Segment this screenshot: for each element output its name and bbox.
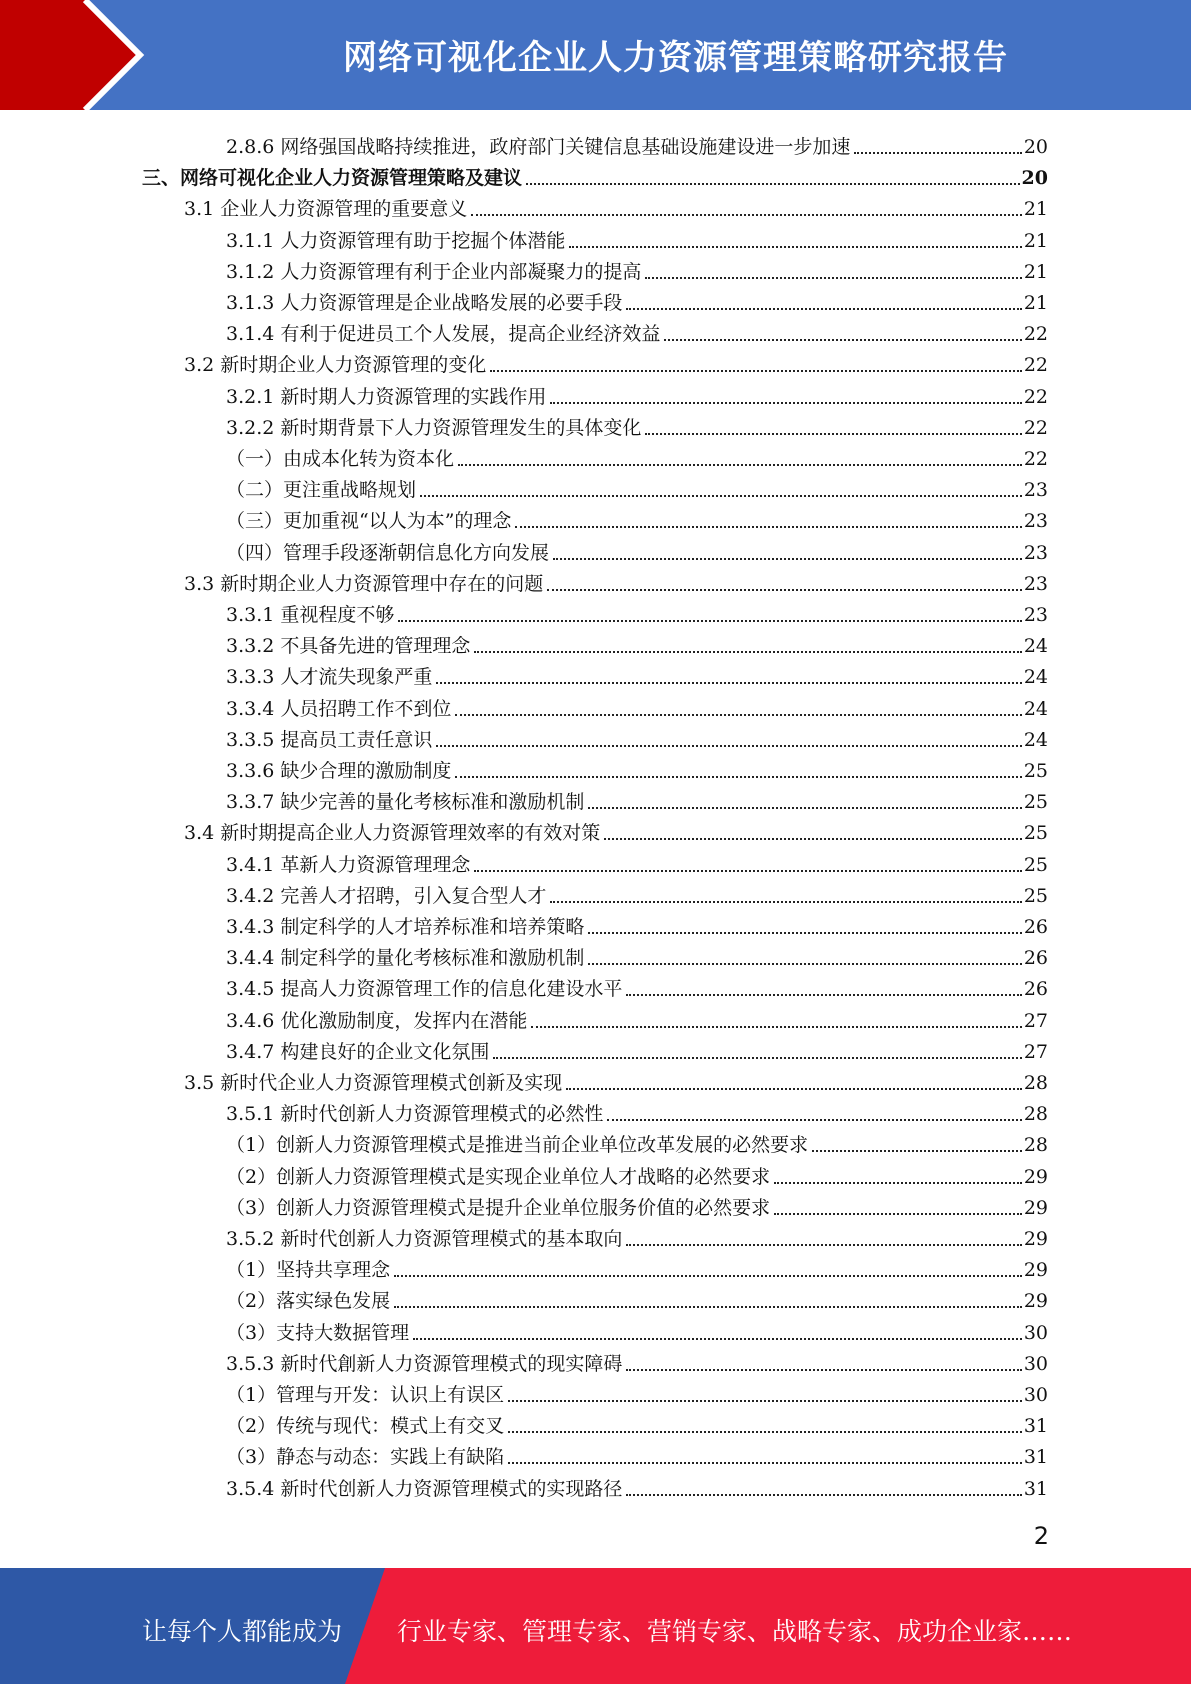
- footer-slogan-left: 让每个人都能成为: [142, 1617, 343, 1646]
- toc-entry-page: 29: [1023, 1259, 1048, 1282]
- toc-entry[interactable]: [226, 1407, 1048, 1438]
- toc-entry-label: 3.3.5 提高员工责任意识: [226, 728, 433, 751]
- toc-entry[interactable]: [226, 1158, 1048, 1189]
- toc-dot-leader: [626, 307, 1021, 310]
- toc-dot-leader: [550, 900, 1021, 903]
- toc-entry[interactable]: [226, 658, 1048, 689]
- toc-entry-label: 3.5.4 新时代创新人力资源管理模式的实现路径: [226, 1477, 623, 1500]
- toc-dot-leader: [474, 650, 1021, 653]
- toc-dot-leader: [854, 151, 1021, 154]
- toc-entry-label: 3.1.1 人力资源管理有助于挖掘个体潜能: [226, 229, 566, 252]
- toc-dot-leader: [436, 681, 1021, 684]
- toc-entry[interactable]: [226, 1251, 1048, 1282]
- toc-entry[interactable]: [226, 471, 1048, 502]
- toc-dot-leader: [531, 1025, 1021, 1028]
- toc-entry[interactable]: [226, 721, 1048, 752]
- toc-entry-page: 23: [1023, 541, 1048, 564]
- toc-entry-page: 27: [1023, 1009, 1048, 1032]
- toc-dot-leader: [455, 713, 1021, 716]
- toc-dot-leader: [626, 1493, 1021, 1496]
- toc-dot-leader: [550, 401, 1021, 404]
- toc-entry[interactable]: [226, 534, 1048, 565]
- toc-dot-leader: [508, 1461, 1022, 1464]
- toc-entry-label: 2.8.6 网络强国战略持续推进，政府部门关键信息基础设施建设进一步加速: [226, 136, 851, 158]
- toc-entry[interactable]: [226, 970, 1048, 1001]
- toc-entry-page: 20: [1021, 167, 1048, 190]
- toc-entry[interactable]: [226, 409, 1048, 440]
- toc-entry-page: 25: [1023, 853, 1048, 876]
- report-title: 网络可视化企业人力资源管理策略研究报告: [343, 38, 1008, 78]
- toc-dot-leader: [474, 869, 1021, 872]
- toc-entry-page: 23: [1023, 572, 1048, 595]
- toc-entry-label: 3.4.4 制定科学的量化考核标准和激励机制: [226, 947, 585, 970]
- toc-entry-page: 25: [1023, 791, 1048, 814]
- toc-entry-label: 3.2.2 新时期背景下人力资源管理发生的具体变化: [226, 416, 642, 439]
- toc-entry-page: 27: [1023, 1040, 1048, 1063]
- toc-entry[interactable]: [226, 627, 1048, 658]
- toc-entry-page: 25: [1023, 822, 1048, 845]
- toc-entry-page: 24: [1023, 697, 1048, 720]
- toc-entry-label: 3.4.7 构建良好的企业文化氛围: [226, 1040, 490, 1063]
- toc-entry[interactable]: [226, 783, 1048, 814]
- toc-entry-page: 31: [1023, 1477, 1048, 1500]
- toc-dot-leader: [588, 931, 1021, 934]
- toc-entry[interactable]: [226, 128, 1048, 159]
- toc-entry-label: （一）由成本化转为资本化: [226, 448, 455, 470]
- toc-entry-label: 3.4.6 优化激励制度，发挥内在潜能: [226, 1009, 528, 1032]
- toc-entry-page: 28: [1023, 1103, 1048, 1126]
- toc-entry[interactable]: [184, 814, 1048, 845]
- toc-entry-label: 三、网络可视化企业人力资源管理策略及建议: [142, 167, 523, 190]
- toc-entry-label: （2）创新人力资源管理模式是实现企业单位人才战略的必然要求: [226, 1165, 771, 1188]
- toc-entry[interactable]: [226, 1438, 1048, 1469]
- toc-dot-leader: [607, 1118, 1021, 1121]
- toc-entry-page: 25: [1023, 884, 1048, 907]
- toc-entry[interactable]: [184, 190, 1048, 221]
- toc-entry-page: 21: [1023, 198, 1048, 221]
- toc-entry-page: 30: [1023, 1352, 1048, 1375]
- toc-entry-page: 22: [1023, 354, 1048, 377]
- toc-entry-label: 3.1.2 人力资源管理有利于企业内部凝聚力的提高: [226, 260, 642, 283]
- toc-entry-label: 3.4.1 革新人力资源管理理念: [226, 853, 471, 876]
- toc-entry-page: 30: [1023, 1321, 1048, 1344]
- toc-entry-label: 3.3.1 重视程度不够: [226, 604, 395, 626]
- toc-entry-page: 25: [1023, 760, 1048, 782]
- toc-entry[interactable]: [226, 502, 1048, 533]
- toc-entry[interactable]: [226, 253, 1048, 284]
- toc-entry[interactable]: [226, 908, 1048, 939]
- toc-entry[interactable]: [184, 1064, 1048, 1095]
- toc-entry-page: 26: [1023, 947, 1048, 970]
- toc-dot-leader: [626, 993, 1021, 996]
- toc-entry[interactable]: [226, 846, 1048, 877]
- toc-entry-page: 28: [1023, 1134, 1048, 1157]
- toc-dot-leader: [645, 432, 1021, 435]
- toc-entry[interactable]: [226, 939, 1048, 970]
- toc-entry-page: 20: [1023, 136, 1048, 158]
- toc-entry[interactable]: [226, 1126, 1048, 1157]
- toc-entry-label: （三）更加重视“以人为本”的理念: [226, 510, 512, 533]
- toc-dot-leader: [394, 1274, 1022, 1277]
- toc-dot-leader: [626, 1368, 1021, 1371]
- toc-entry-label: 3.4.2 完善人才招聘，引入复合型人才: [226, 884, 547, 907]
- toc-dot-leader: [626, 1243, 1021, 1246]
- toc-entry-page: 22: [1023, 448, 1048, 470]
- toc-entry-label: 3.1.3 人力资源管理是企业战略发展的必要手段: [226, 292, 623, 314]
- toc-entry-page: 31: [1023, 1415, 1048, 1438]
- toc-entry[interactable]: [226, 1189, 1048, 1220]
- toc-entry-label: 3.4 新时期提高企业人力资源管理效率的有效对策: [184, 822, 601, 845]
- toc-entry-label: 3.2 新时期企业人力资源管理的变化: [184, 354, 487, 377]
- toc-entry-page: 22: [1023, 385, 1048, 408]
- toc-entry-page: 26: [1023, 916, 1048, 938]
- toc-entry[interactable]: [226, 752, 1048, 783]
- toc-entry-label: 3.3.3 人才流失现象严重: [226, 666, 433, 689]
- toc-entry[interactable]: [226, 315, 1048, 346]
- toc-entry[interactable]: [226, 1282, 1048, 1313]
- toc-entry-label: （3）静态与动态：实践上有缺陷: [226, 1446, 505, 1469]
- toc-entry-label: （3）创新人力资源管理模式是提升企业单位服务价值的必然要求: [226, 1196, 771, 1219]
- toc-entry[interactable]: [142, 159, 1048, 190]
- toc-entry[interactable]: [226, 877, 1048, 908]
- toc-entry[interactable]: [226, 440, 1048, 471]
- toc-dot-leader: [526, 182, 1020, 185]
- toc-entry-page: 28: [1023, 1072, 1048, 1094]
- toc-entry-label: （四）管理手段逐渐朝信息化方向发展: [226, 541, 550, 564]
- toc-dot-leader: [398, 619, 1021, 622]
- toc-entry-page: 29: [1023, 1196, 1048, 1219]
- toc-entry[interactable]: [226, 1220, 1048, 1251]
- toc-entry-label: 3.3.7 缺少完善的量化考核标准和激励机制: [226, 791, 585, 814]
- toc-entry-label: 3.5.2 新时代创新人力资源管理模式的基本取向: [226, 1228, 623, 1250]
- toc-dot-leader: [774, 1212, 1022, 1215]
- toc-entry-page: 23: [1023, 510, 1048, 533]
- toc-entry[interactable]: [226, 378, 1048, 409]
- toc-entry-label: 3.5.3 新时代創新人力资源管理模式的现实障碍: [226, 1352, 623, 1375]
- toc-dot-leader: [547, 588, 1022, 591]
- toc-entry-label: 3.1.4 有利于促进员工个人发展，提高企业经济效益: [226, 323, 661, 346]
- toc-entry[interactable]: [226, 1002, 1048, 1033]
- toc-dot-leader: [413, 1337, 1022, 1340]
- toc-dot-leader: [455, 775, 1021, 778]
- toc-entry[interactable]: [226, 1314, 1048, 1345]
- toc-entry-label: 3.5.1 新时代创新人力资源管理模式的必然性: [226, 1103, 604, 1126]
- toc-entry-label: 3.1 企业人力资源管理的重要意义: [184, 198, 468, 221]
- toc-dot-leader: [515, 525, 1021, 528]
- toc-dot-leader: [471, 213, 1022, 216]
- toc-entry-page: 23: [1023, 604, 1048, 626]
- toc-entry[interactable]: [226, 1345, 1048, 1376]
- toc-entry-page: 29: [1023, 1290, 1048, 1313]
- toc-entry-label: （1）坚持共享理念: [226, 1259, 391, 1282]
- toc-entry-page: 31: [1023, 1446, 1048, 1469]
- toc-entry-page: 29: [1023, 1165, 1048, 1188]
- toc-entry-page: 24: [1023, 666, 1048, 689]
- toc-dot-leader: [420, 494, 1022, 497]
- toc-dot-leader: [508, 1430, 1022, 1433]
- toc-entry-label: （2）落实绿色发展: [226, 1290, 391, 1313]
- toc-entry-label: （2）传统与现代：模式上有交叉: [226, 1415, 505, 1438]
- page-header: [0, 0, 1191, 110]
- toc-entry-label: 3.3.2 不具备先进的管理理念: [226, 635, 471, 658]
- toc-entry[interactable]: [226, 596, 1048, 627]
- page-number: 2: [1033, 1522, 1049, 1550]
- toc-entry[interactable]: [226, 284, 1048, 315]
- toc-dot-leader: [569, 245, 1021, 248]
- toc-dot-leader: [604, 837, 1022, 840]
- toc-entry[interactable]: [226, 1470, 1048, 1501]
- footer-slogan-right: 行业专家、管理专家、营销专家、战略专家、成功企业家……: [397, 1617, 1073, 1646]
- toc-entry-page: 21: [1023, 229, 1048, 252]
- toc-entry[interactable]: [226, 1095, 1048, 1126]
- toc-entry-page: 23: [1023, 479, 1048, 502]
- toc-dot-leader: [566, 1087, 1022, 1090]
- toc-entry-label: 3.3.4 人员招聘工作不到位: [226, 697, 452, 720]
- toc-entry[interactable]: [184, 565, 1048, 596]
- toc-dot-leader: [458, 463, 1022, 466]
- toc-dot-leader: [774, 1181, 1022, 1184]
- toc-dot-leader: [493, 1056, 1021, 1059]
- toc-entry-page: 24: [1023, 728, 1048, 751]
- toc-entry-page: 22: [1023, 416, 1048, 439]
- toc-entry-page: 29: [1023, 1228, 1048, 1250]
- toc-entry[interactable]: [226, 1376, 1048, 1407]
- toc-entry-label: 3.2.1 新时期人力资源管理的实践作用: [226, 385, 547, 408]
- toc-dot-leader: [664, 338, 1021, 341]
- header-red-arrow: [0, 0, 150, 110]
- toc-dot-leader: [812, 1149, 1022, 1152]
- toc-entry-label: （1）创新人力资源管理模式是推进当前企业单位改革发展的必然要求: [226, 1134, 809, 1157]
- toc-entry-page: 26: [1023, 978, 1048, 1001]
- toc-entry-label: 3.3 新时期企业人力资源管理中存在的问题: [184, 572, 544, 595]
- toc-entry-label: 3.5 新时代企业人力资源管理模式创新及实现: [184, 1072, 563, 1094]
- toc-entry[interactable]: [226, 222, 1048, 253]
- toc-entry-page: 24: [1023, 635, 1048, 658]
- toc-dot-leader: [645, 276, 1021, 279]
- toc-dot-leader: [588, 962, 1021, 965]
- toc-dot-leader: [508, 1399, 1022, 1402]
- toc-entry-page: 21: [1023, 260, 1048, 283]
- toc-dot-leader: [588, 806, 1021, 809]
- toc-entry[interactable]: [184, 346, 1048, 377]
- toc-entry-label: 3.3.6 缺少合理的激励制度: [226, 760, 452, 782]
- toc-entry[interactable]: [226, 1033, 1048, 1064]
- toc-entry[interactable]: [226, 690, 1048, 721]
- toc-entry-label: 3.4.5 提高人力资源管理工作的信息化建设水平: [226, 978, 623, 1001]
- toc-entry-label: （1）管理与开发：认识上有误区: [226, 1384, 505, 1406]
- toc-dot-leader: [436, 744, 1021, 747]
- toc-entry-page: 22: [1023, 323, 1048, 346]
- toc-dot-leader: [394, 1305, 1022, 1308]
- toc-dot-leader: [553, 557, 1022, 560]
- toc-entry-label: （二）更注重战略规划: [226, 479, 417, 502]
- toc-entry-page: 21: [1023, 292, 1048, 314]
- toc-entry-label: 3.4.3 制定科学的人才培养标准和培养策略: [226, 916, 585, 938]
- toc-entry-page: 30: [1023, 1384, 1048, 1406]
- toc-dot-leader: [490, 369, 1022, 372]
- toc-entry-label: （3）支持大数据管理: [226, 1321, 410, 1344]
